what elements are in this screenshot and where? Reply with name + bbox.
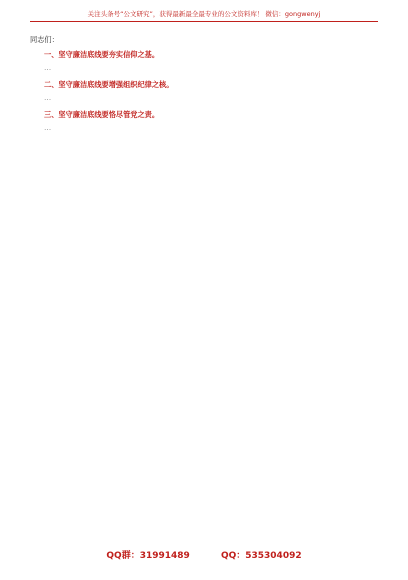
section-2 <box>30 79 378 103</box>
section-title: 二、坚守廉洁底线要增强组织纪律之核。 <box>44 80 174 89</box>
section-3 <box>30 109 378 133</box>
qq-group-label: QQ群：31991489 <box>106 551 190 561</box>
header-banner: 关注头条号“公文研究”，获得最新最全最专业的公文资料库！ 微信：gongwenyj <box>30 10 378 22</box>
section-title: 一、坚守廉洁底线要夯实信仰之基。 <box>44 50 160 59</box>
section-title: 三、坚守廉洁底线要恪尽管党之责。 <box>44 110 160 119</box>
section-1 <box>30 49 378 73</box>
document-body <box>30 34 378 139</box>
salutation: 同志们： <box>30 35 59 44</box>
section-body: … <box>44 63 52 72</box>
footer-contact <box>0 548 408 561</box>
section-body: … <box>44 123 52 132</box>
qq-label: QQ：535304092 <box>220 551 302 561</box>
section-body: … <box>44 93 52 102</box>
